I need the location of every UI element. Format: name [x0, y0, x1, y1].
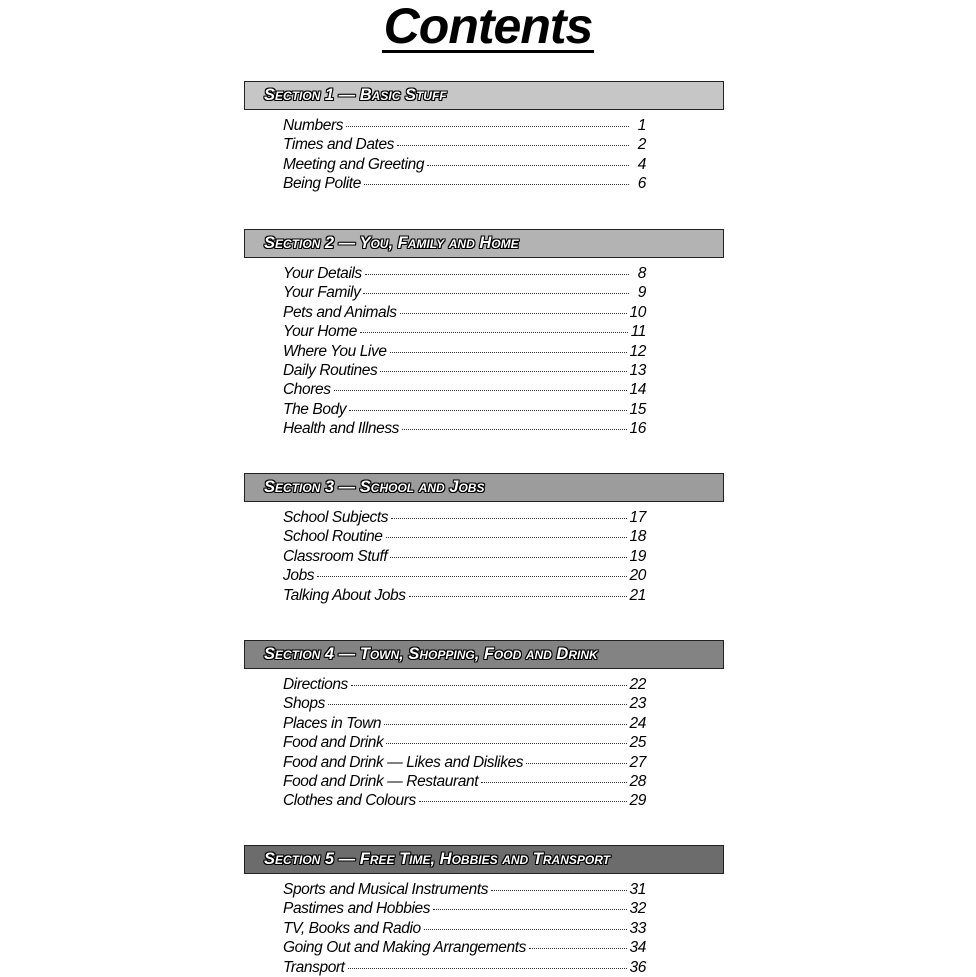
entry-page: 22: [629, 676, 646, 693]
dot-leader: [364, 184, 629, 185]
entry-label: Your Family: [283, 284, 361, 302]
section-heading: Section 5 — Free Time, Hobbies and Transport: [244, 845, 724, 874]
toc-entry[interactable]: [283, 938, 646, 957]
entry-label: Pastimes and Hobbies: [283, 900, 431, 918]
entry-list: [244, 880, 724, 977]
entry-label: Places in Town: [283, 714, 382, 732]
entry-page: 27: [629, 753, 646, 771]
entry-label: Your Home: [283, 323, 357, 341]
entry-label: Pets and Animals: [283, 303, 397, 321]
entry-label: Daily Routines: [283, 361, 378, 379]
entry-label: Food and Drink: [283, 734, 384, 752]
entry-label: Food and Drink — Restaurant: [283, 772, 479, 790]
dot-leader: [481, 782, 626, 783]
toc-entry[interactable]: [283, 586, 646, 605]
entry-label: The Body: [283, 400, 347, 418]
toc-entry[interactable]: [283, 958, 646, 977]
section-3: [244, 473, 724, 605]
toc-entry[interactable]: [283, 919, 646, 938]
entry-label: Sports and Musical Instruments: [283, 881, 489, 898]
dot-leader: [349, 410, 626, 411]
dot-leader: [363, 293, 629, 294]
entry-page: 20: [629, 567, 646, 585]
entry-page: 31: [629, 881, 646, 898]
dot-leader: [390, 352, 627, 353]
entry-label: Where You Live: [283, 342, 387, 360]
toc-entry[interactable]: [283, 714, 646, 733]
entry-page: 4: [637, 155, 646, 173]
toc-entry[interactable]: [283, 135, 646, 154]
dot-leader: [419, 801, 627, 802]
dot-leader: [360, 332, 628, 333]
entry-label: Classroom Stuff: [283, 547, 388, 565]
toc-entry[interactable]: [283, 566, 646, 585]
entry-list: [244, 116, 724, 194]
dot-leader: [346, 126, 629, 127]
entry-label: Jobs: [283, 567, 315, 585]
entry-page: 13: [629, 361, 646, 379]
dot-leader: [424, 929, 627, 930]
entry-page: 14: [629, 381, 646, 399]
page-title: [0, 0, 976, 56]
page-title-text: Contents: [383, 0, 593, 54]
dot-leader: [384, 724, 626, 725]
entry-page: 33: [629, 919, 646, 937]
toc-entry[interactable]: [283, 322, 646, 341]
entry-page: 18: [629, 528, 646, 546]
toc-entry[interactable]: [283, 733, 646, 752]
dot-leader: [390, 557, 626, 558]
entry-label: Directions: [283, 676, 348, 693]
toc-entry[interactable]: [283, 264, 646, 283]
toc-entry[interactable]: [283, 527, 646, 546]
dot-leader: [529, 948, 627, 949]
entry-page: 25: [629, 734, 646, 752]
dot-leader: [427, 165, 629, 166]
entry-label: School Subjects: [283, 509, 389, 526]
entry-list: [244, 264, 724, 439]
entry-label: Times and Dates: [283, 136, 395, 154]
entry-label: Being Polite: [283, 175, 361, 193]
entry-list: [244, 675, 724, 811]
toc-entry[interactable]: [283, 303, 646, 322]
toc-entry[interactable]: [283, 361, 646, 380]
section-1: [244, 81, 724, 194]
dot-leader: [348, 968, 627, 969]
toc-entry[interactable]: [283, 899, 646, 918]
toc-entry[interactable]: [283, 380, 646, 399]
dot-leader: [526, 763, 626, 764]
entry-page: 28: [629, 772, 646, 790]
section-5: [244, 845, 724, 977]
entry-page: 11: [630, 323, 646, 341]
toc-entry[interactable]: [283, 753, 646, 772]
toc-entry[interactable]: [283, 791, 646, 810]
entry-page: 1: [637, 117, 646, 134]
toc-entry[interactable]: [283, 174, 646, 193]
entry-page: 24: [629, 714, 646, 732]
toc-entry[interactable]: [283, 675, 646, 694]
entry-label: Clothes and Colours: [283, 792, 416, 810]
entry-label: TV, Books and Radio: [283, 919, 421, 937]
dot-leader: [409, 596, 627, 597]
section-heading: Section 2 — You, Family and Home: [244, 229, 724, 258]
entry-page: 29: [629, 792, 646, 810]
entry-page: 16: [629, 420, 646, 438]
entry-label: Shops: [283, 695, 325, 713]
entry-page: 19: [629, 547, 646, 565]
toc-entry[interactable]: [283, 419, 646, 438]
entry-label: Your Details: [283, 265, 362, 282]
dot-leader: [317, 576, 626, 577]
toc-entry[interactable]: [283, 772, 646, 791]
toc-entry[interactable]: [283, 880, 646, 899]
dot-leader: [433, 909, 626, 910]
toc-entry[interactable]: [283, 155, 646, 174]
entry-label: Transport: [283, 958, 345, 976]
toc-entry[interactable]: [283, 694, 646, 713]
section-heading: Section 1 — Basic Stuff: [244, 81, 724, 110]
entry-label: Talking About Jobs: [283, 586, 406, 604]
entry-page: 23: [629, 695, 646, 713]
toc-entry[interactable]: [283, 547, 646, 566]
entry-page: 2: [637, 136, 646, 154]
dot-leader: [391, 518, 626, 519]
entry-list: [244, 508, 724, 605]
entry-page: 34: [629, 939, 646, 957]
dot-leader: [397, 145, 629, 146]
entry-page: 6: [637, 175, 646, 193]
dot-leader: [365, 274, 629, 275]
dot-leader: [351, 685, 627, 686]
entry-page: 32: [629, 900, 646, 918]
entry-page: 15: [629, 400, 646, 418]
toc-entry[interactable]: [283, 508, 646, 527]
entry-label: Going Out and Making Arrangements: [283, 939, 526, 957]
dot-leader: [400, 313, 627, 314]
entry-page: 21: [629, 586, 646, 604]
section-heading: Section 3 — School and Jobs: [244, 473, 724, 502]
entry-page: 12: [629, 342, 646, 360]
section-2: [244, 229, 724, 439]
dot-leader: [328, 704, 627, 705]
entry-page: 8: [637, 265, 646, 282]
entry-label: Meeting and Greeting: [283, 155, 425, 173]
section-heading: Section 4 — Town, Shopping, Food and Drink: [244, 640, 724, 669]
entry-label: Numbers: [283, 117, 344, 134]
toc-entry[interactable]: [283, 283, 646, 302]
entry-label: Health and Illness: [283, 420, 400, 438]
entry-page: 17: [629, 509, 646, 526]
entry-page: 9: [637, 284, 646, 302]
dot-leader: [386, 743, 626, 744]
toc-entry[interactable]: [283, 342, 646, 361]
dot-leader: [334, 390, 627, 391]
entry-page: 10: [629, 303, 646, 321]
toc-entry[interactable]: [283, 116, 646, 135]
toc-entry[interactable]: [283, 400, 646, 419]
entry-page: 36: [629, 958, 646, 976]
entry-label: Chores: [283, 381, 331, 399]
dot-leader: [380, 371, 626, 372]
entry-label: Food and Drink — Likes and Dislikes: [283, 753, 524, 771]
dot-leader: [386, 537, 627, 538]
entry-label: School Routine: [283, 528, 383, 546]
section-4: [244, 640, 724, 811]
dot-leader: [491, 890, 626, 891]
dot-leader: [402, 429, 627, 430]
